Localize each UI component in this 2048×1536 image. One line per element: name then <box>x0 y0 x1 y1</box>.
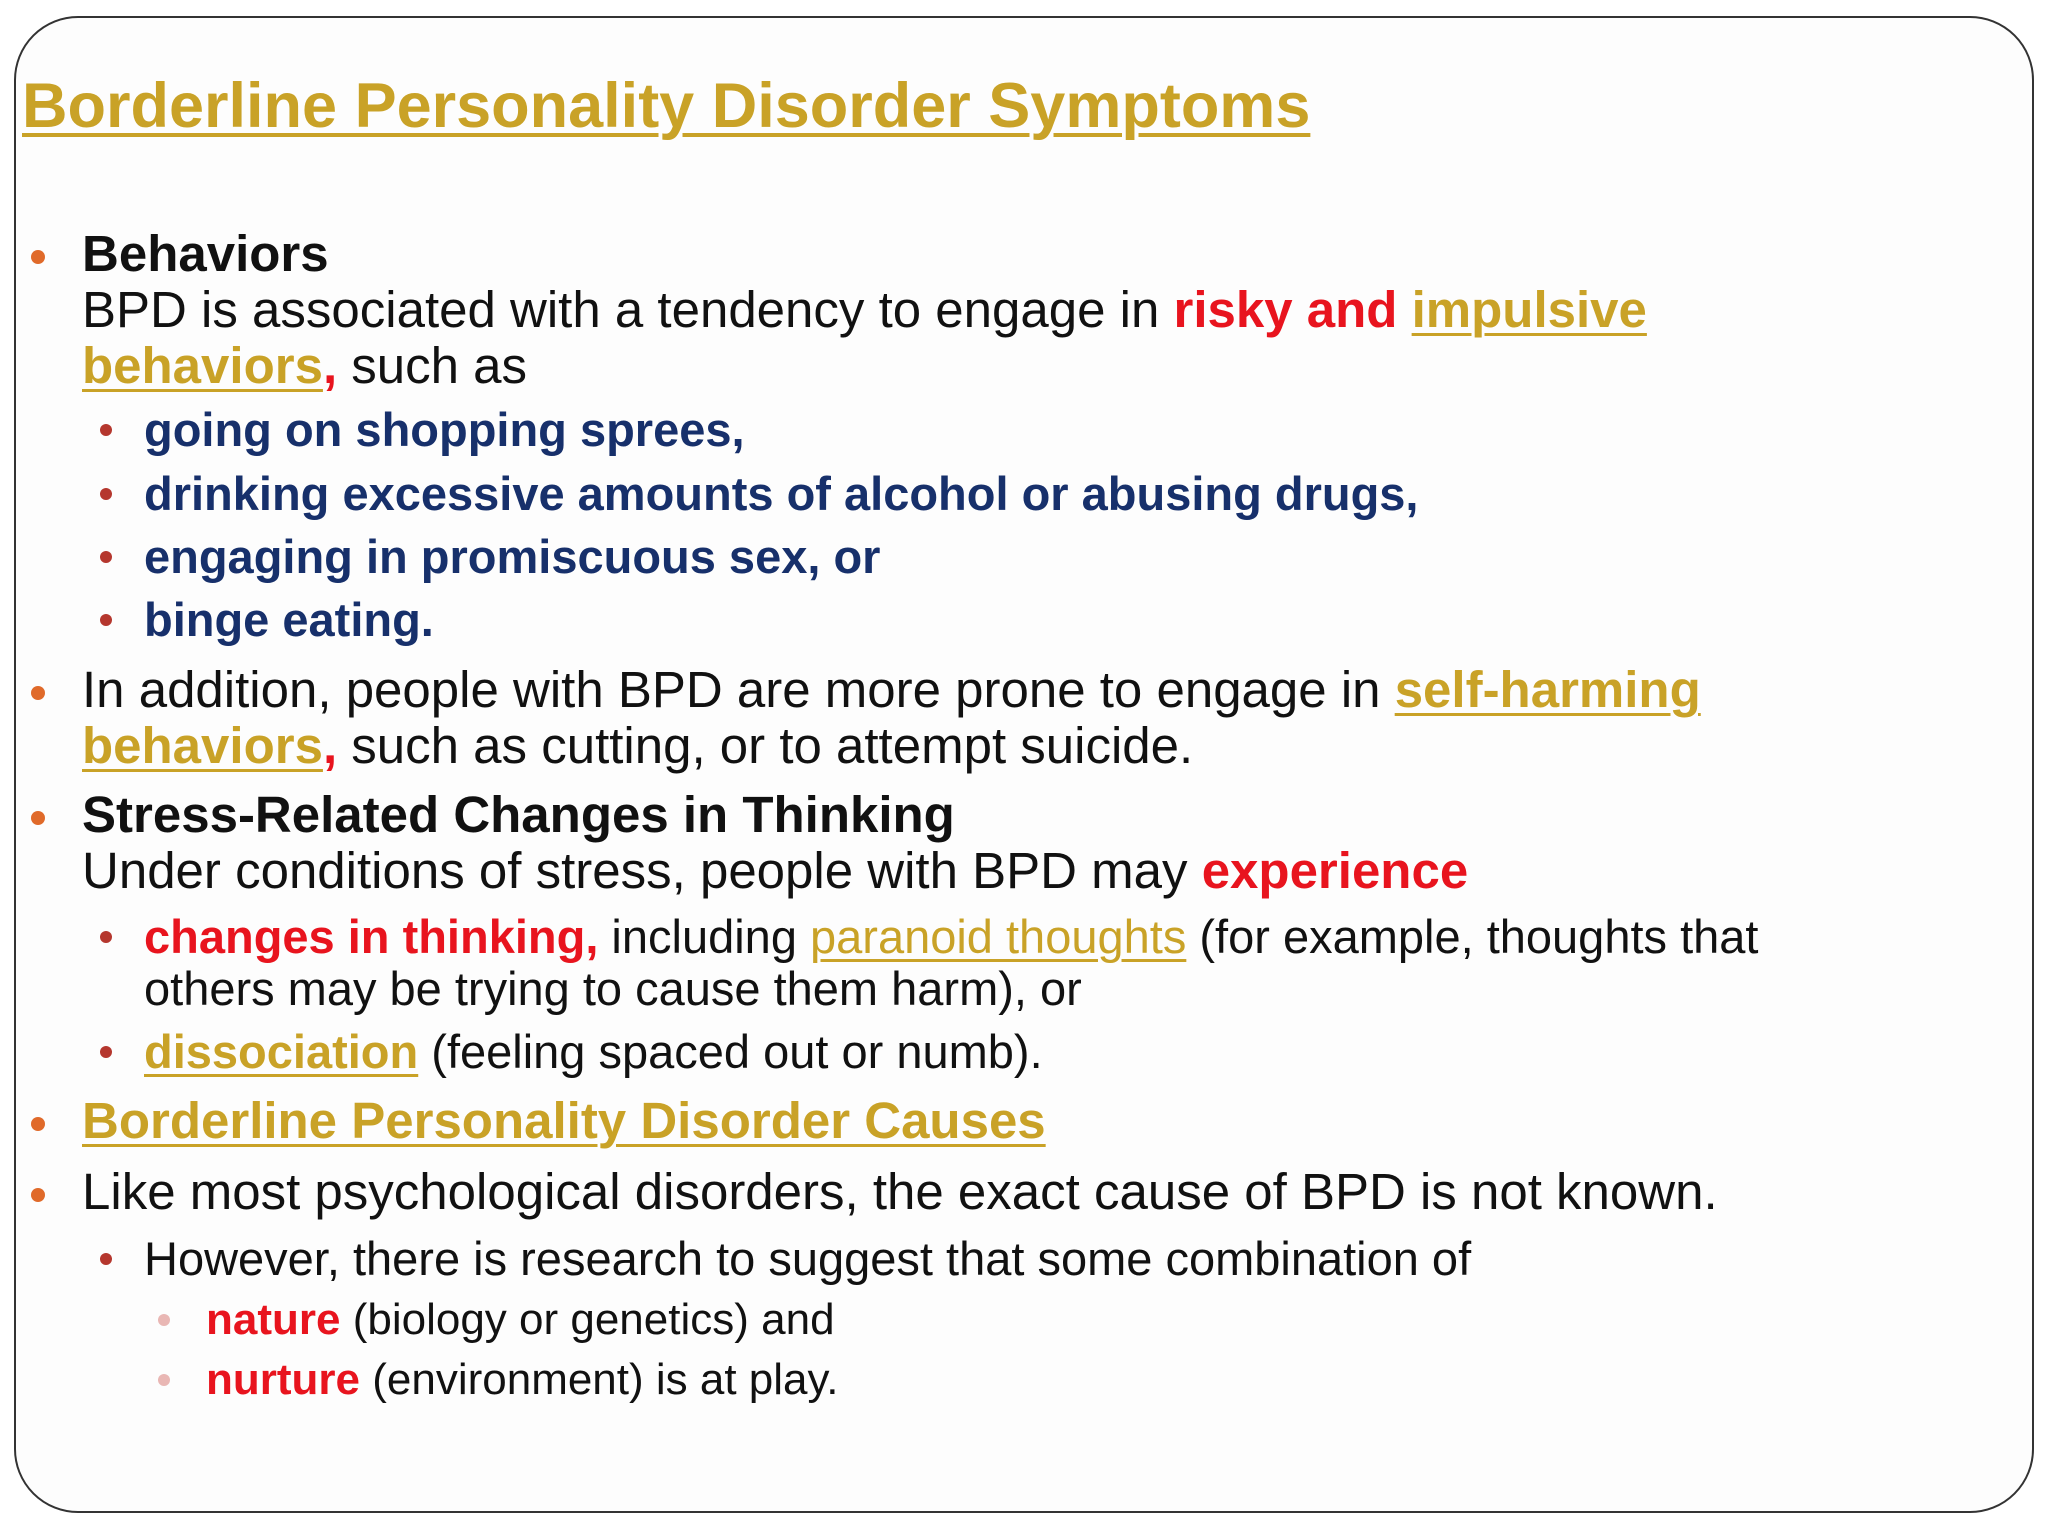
nurture-line <box>206 1352 838 1408</box>
nurture-text: (environment) is at play. <box>360 1355 839 1404</box>
bullet-icon <box>31 811 45 825</box>
comma-red: , <box>322 337 338 394</box>
behavior-item-3: engaging in promiscuous sex, or <box>144 530 881 583</box>
behavior-item-1: going on shopping sprees, <box>144 403 745 456</box>
causes-text: Like most psychological disorders, the exact cause of BPD is not known. <box>82 1163 1718 1220</box>
addition-line1 <box>82 662 1701 718</box>
stress-item-1-line1 <box>144 909 1758 965</box>
experience-emphasis: experience <box>1201 842 1469 899</box>
self-harming-link[interactable]: self-harming <box>1394 661 1701 718</box>
bullet-icon <box>158 1374 170 1386</box>
bullet-icon <box>158 1314 170 1326</box>
bullet-icon <box>100 551 112 563</box>
bullet-icon <box>100 488 112 500</box>
behaviors-text-line1 <box>82 282 1647 338</box>
nurture-emphasis: nurture <box>206 1355 360 1404</box>
nature-line <box>206 1292 835 1348</box>
nature-text: (biology or genetics) and <box>340 1295 835 1344</box>
stress-text-a: Under conditions of stress, people with BPD may <box>82 842 1202 899</box>
addition-text-2: such as cutting, or to attempt suicide. <box>337 717 1194 774</box>
behaviors-text: BPD is associated with a tendency to engage in <box>82 281 1174 338</box>
behavior-item-4: binge eating. <box>144 593 434 646</box>
bullet-icon <box>100 1046 112 1058</box>
bullet-icon <box>100 424 112 436</box>
changes-emphasis: changes in thinking, <box>144 910 599 963</box>
causes-heading-line <box>82 1093 1046 1149</box>
bullet-icon <box>100 931 112 943</box>
including-text: including <box>598 910 811 963</box>
dissociation-text: (feeling spaced out or numb). <box>418 1025 1043 1078</box>
bullet-icon <box>31 1188 45 1202</box>
bullet-icon <box>31 686 45 700</box>
comma-red: , <box>322 717 338 774</box>
bullet-icon <box>31 1117 45 1131</box>
stress-item-2 <box>144 1024 1043 1080</box>
slide-title[interactable]: Borderline Personality Disorder Symptoms <box>22 71 1311 141</box>
addition-text: In addition, people with BPD are more prone to engage in <box>82 661 1395 718</box>
behaviors-link-2[interactable]: behaviors <box>82 717 323 774</box>
risky-emphasis: risky and <box>1173 281 1412 338</box>
impulsive-link[interactable]: impulsive <box>1411 281 1647 338</box>
bullet-icon <box>31 250 45 264</box>
such-as-text: such as <box>337 337 528 394</box>
bullet-icon <box>100 1253 112 1265</box>
example-text: (for example, thoughts that <box>1186 910 1759 963</box>
behaviors-text-line2 <box>82 338 527 394</box>
stress-heading: Stress-Related Changes in Thinking <box>82 786 955 843</box>
behavior-item-2: drinking excessive amounts of alcohol or abusing drugs, <box>144 467 1419 520</box>
causes-link[interactable]: Borderline Personality Disorder Causes <box>82 1092 1046 1149</box>
behaviors-heading: Behaviors <box>82 225 329 282</box>
nature-emphasis: nature <box>206 1295 341 1344</box>
behaviors-link[interactable]: behaviors <box>82 337 323 394</box>
research-text: However, there is research to suggest that some combination of <box>144 1232 1472 1285</box>
stress-text <box>82 843 1468 899</box>
bullet-icon <box>100 614 112 626</box>
dissociation-link[interactable]: dissociation <box>144 1025 419 1078</box>
stress-item-1-line2: others may be trying to cause them harm), or <box>144 962 1082 1015</box>
addition-line2 <box>82 718 1193 774</box>
paranoid-thoughts-link[interactable]: paranoid thoughts <box>810 910 1187 963</box>
